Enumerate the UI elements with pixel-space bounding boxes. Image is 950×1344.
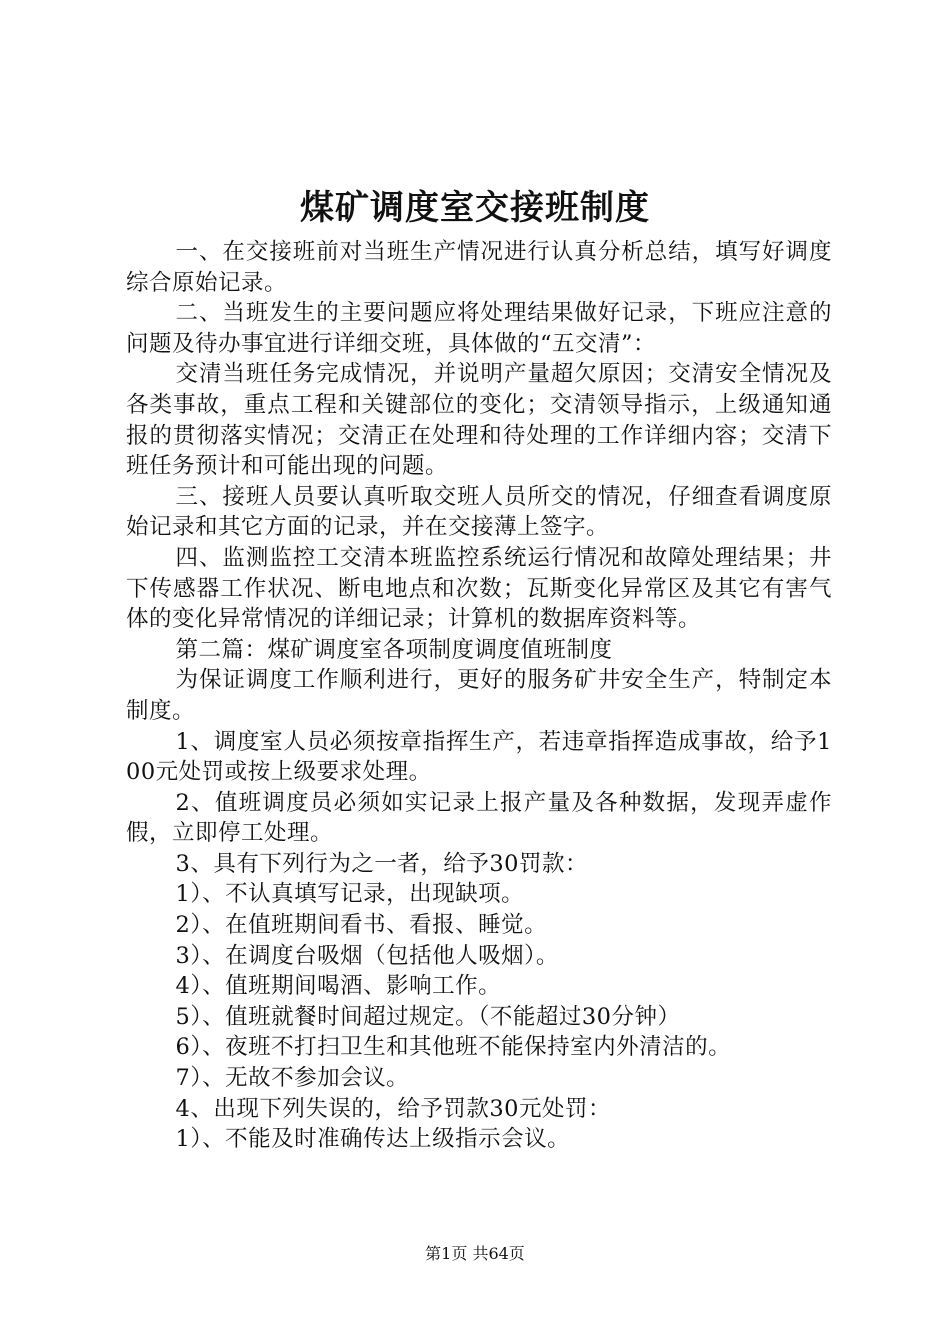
paragraph: 交清当班任务完成情况，并说明产量超欠原因；交清安全情况及各类事故，重点工程和关键部位的变化；交清领导指示，上级通知通报的贯彻落实情况；交清正在处理和待处理的工作详细内容；交清下班任务预计和可能出现的问题。 — [126, 361, 832, 480]
document-title: 煤矿调度室交接班制度 — [300, 188, 650, 228]
list-item: 3）、在调度台吸烟（包括他人吸烟）。 — [175, 942, 559, 969]
list-item: 4）、值班期间喝酒、影响工作。 — [175, 973, 502, 1000]
section-heading: 第二篇：煤矿调度室各项制度调度值班制度 — [175, 636, 613, 663]
list-item: 1）、不能及时准确传达上级指示会议。 — [175, 1126, 571, 1153]
list-item: 1）、不认真填写记录，出现缺项。 — [175, 881, 525, 908]
paragraph: 3、具有下列行为之一者，给予30罚款： — [175, 850, 588, 877]
list-item: 7）、无故不参加会议。 — [175, 1065, 410, 1092]
list-item: 5）、值班就餐时间超过规定。（不能超过30分钟） — [175, 1003, 681, 1030]
page-footer: 第1页 共64页 — [425, 1244, 525, 1263]
paragraph: 2、值班调度员必须如实记录上报产量及各种数据，发现弄虚作假，立即停工处理。 — [126, 789, 832, 847]
paragraph: 三、接班人员要认真听取交班人员所交的情况，仔细查看调度原始记录和其它方面的记录，并在交接薄上签字。 — [126, 483, 832, 541]
list-item: 2）、在值班期间看书、看报、睡觉。 — [175, 912, 548, 939]
paragraph: 一、在交接班前对当班生产情况进行认真分析总结，填写好调度综合原始记录。 — [126, 239, 832, 296]
paragraph: 4、出现下列失误的，给予罚款30元处罚： — [175, 1095, 611, 1122]
list-item: 6）、夜班不打扫卫生和其他班不能保持室内外清洁的。 — [175, 1034, 732, 1061]
document-body — [126, 237, 832, 1155]
paragraph: 1、调度室人员必须按章指挥生产，若违章指挥造成事故，给予100元处罚或按上级要求处理。 — [126, 728, 832, 786]
paragraph: 二、当班发生的主要问题应将处理结果做好记录，下班应注意的问题及待办事宜进行详细交班，具体做的“五交清”： — [126, 300, 832, 357]
paragraph: 为保证调度工作顺利进行，更好的服务矿井安全生产，特制定本制度。 — [126, 667, 832, 724]
paragraph: 四、监测监控工交清本班监控系统运行情况和故障处理结果；井下传感器工作状况、断电地点和次数；瓦斯变化异常区及其它有害气体的变化异常情况的详细记录；计算机的数据库资料等。 — [126, 544, 832, 633]
